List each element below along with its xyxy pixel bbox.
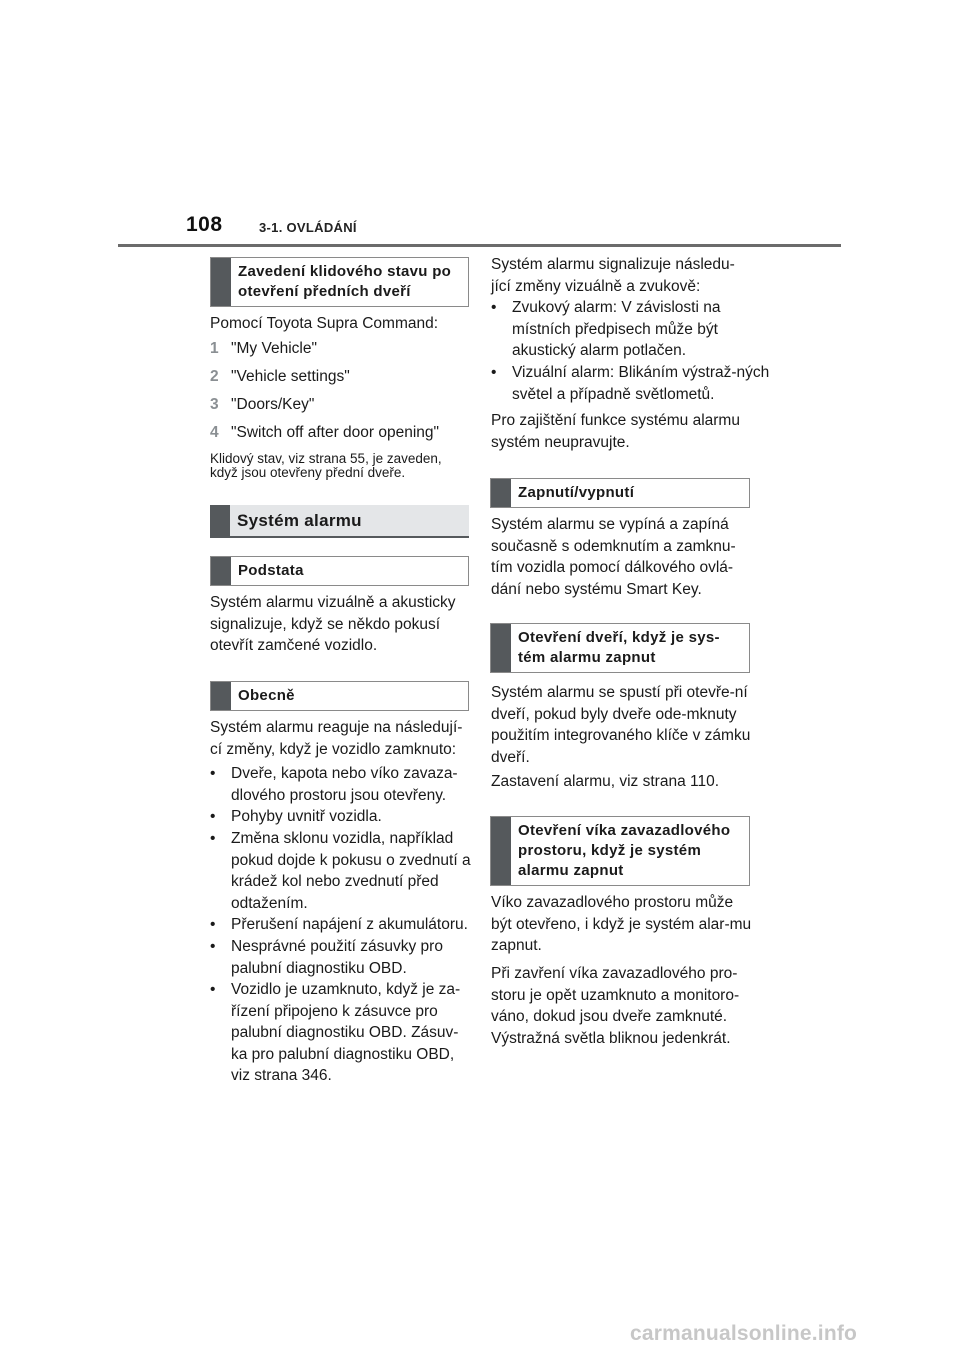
heading-bar	[211, 557, 231, 585]
step-number: 2	[210, 368, 219, 385]
obecne-text: Systém alarmu reaguje na následují-cí změny, když je vozidlo zamknuto:	[210, 719, 463, 758]
p2-text: Systém alarmu se vypíná a zapíná současně s odemknutím a zamknu-tím vozidla pomocí dálkového ovlá-dání nebo systému Smart Key.	[491, 516, 736, 598]
step-text: "Vehicle settings"	[231, 368, 350, 385]
p1-text: Pro zajištění funkce systému alarmu systém neupravujte.	[491, 412, 740, 451]
heading-box-zapnuti	[490, 478, 750, 508]
heading-bar	[210, 505, 230, 536]
bullet-item: • Pohyby uvnitř vozidla.	[210, 808, 382, 825]
step-text: "Switch off after door opening"	[231, 424, 440, 441]
step-4	[210, 422, 439, 443]
p6-text: Při zavření víka zavazadlového pro-storu je opět uzamknuto a monitoro-váno, dokud jsou dveře zamknuté. Výstražná světla bliknou jedenkrát.	[491, 965, 740, 1047]
intro-text: Pomocí Toyota Supra Command:	[210, 315, 439, 332]
step-3	[210, 394, 314, 415]
bullet-item: • Přerušení napájení z akumulátoru.	[210, 916, 468, 933]
bullet-item: • Nesprávné použití zásuvky pro palubní diagnostiku OBD.	[210, 938, 443, 977]
heading-bar	[211, 258, 231, 306]
bullet-text: Dveře, kapota nebo víko zavaza-dlového prostoru jsou otevřeny.	[231, 765, 458, 804]
heading-bar	[211, 682, 231, 710]
step-1	[210, 338, 317, 359]
step-2	[210, 366, 350, 387]
step-number: 1	[210, 340, 219, 357]
header-rule	[118, 244, 841, 247]
watermark: carmanualsonline.info	[630, 1322, 858, 1345]
heading-bar	[491, 479, 511, 507]
bullet-item: • Vozidlo je uzamknuto, když je za-řízení připojeno k zásuvce pro palubní diagnostiku OBD. Zásuv-ka pro palubní diagnostiku OBD, viz strana 346.	[210, 981, 461, 1084]
chapter-title: 3-1. OVLÁDÁNÍ	[259, 220, 357, 235]
bullet-item: • Změna sklonu vozidla, například pokud dojde k pokusu o zvednutí a krádež kol nebo zvednutí před odtažením.	[210, 830, 471, 912]
p5-text: Víko zavazadlového prostoru může být otevřeno, i když je systém alar-mu zapnut.	[491, 894, 752, 954]
bullet-text: Nesprávné použití zásuvky pro palubní diagnostiku OBD.	[231, 938, 443, 977]
page-number: 108	[186, 213, 223, 236]
step-text: "Doors/Key"	[231, 396, 315, 413]
bullet-item: • Dveře, kapota nebo víko zavaza-dlového prostoru jsou otevřeny.	[210, 765, 458, 804]
bullet-text: Vozidlo je uzamknuto, když je za-řízení připojeno k zásuvce pro palubní diagnostiku OBD. Zásuv-ka pro palubní diagnostiku OBD, viz strana 346.	[231, 981, 461, 1084]
p3-text: Systém alarmu se spustí při otevře-ní dveří, pokud byly dveře ode-mknuty použitím integrovaného klíče v zámku dveří.	[491, 684, 751, 766]
bullet-text: Pohyby uvnitř vozidla.	[231, 808, 382, 825]
heading-box-otevreni-vika	[490, 816, 750, 886]
heading-text: Otevření víka zavazadlového prostoru, když je systém alarmu zapnut	[518, 822, 731, 879]
p4-text: Zastavení alarmu, viz strana 110.	[491, 773, 720, 790]
heading-text: Podstata	[238, 562, 304, 579]
heading-text: Zapnutí/vypnutí	[518, 484, 635, 501]
step-text: "My Vehicle"	[231, 340, 317, 357]
step-number: 3	[210, 396, 219, 413]
heading-bar	[491, 624, 511, 672]
bullet-text: Vizuální alarm: Blikáním výstraž-ných světel a případně světlometů.	[512, 364, 770, 403]
podstata-text: Systém alarmu vizuálně a akusticky signalizuje, když se někdo pokusí otevřít zamčené vozidlo.	[210, 594, 456, 654]
bullet-text: Změna sklonu vozidla, například pokud dojde k pokusu o zvednutí a krádež kol nebo zvednutí před odtažením.	[231, 830, 471, 912]
bullet-item: • Zvukový alarm: V závislosti na místních předpisech může být akustický alarm potlačen.	[491, 299, 721, 359]
heading-box-obecne	[210, 681, 469, 711]
heading-text: Systém alarmu	[237, 510, 362, 530]
heading-box-klidovy-stav	[210, 257, 469, 307]
bullet-text: Přerušení napájení z akumulátoru.	[231, 916, 468, 933]
heading-text: Obecně	[238, 687, 295, 704]
heading-text: Zavedení klidového stavu po otevření předních dveří	[238, 263, 452, 300]
section-heading-system-alarmu	[210, 505, 469, 538]
bullet-item: • Vizuální alarm: Blikáním výstraž-ných světel a případně světlometů.	[491, 364, 770, 403]
heading-box-otevreni-dveri	[490, 623, 750, 673]
heading-text: Otevření dveří, když je sys-tém alarmu zapnut	[518, 629, 720, 666]
right-intro-text: Systém alarmu signalizuje následu-jící změny vizuálně a zvukově:	[491, 256, 735, 295]
note-text: Klidový stav, viz strana 55, je zaveden, když jsou otevřeny přední dveře.	[210, 451, 442, 480]
bullet-text: Zvukový alarm: V závislosti na místních předpisech může být akustický alarm potlačen.	[512, 299, 721, 359]
heading-bar	[491, 817, 511, 885]
step-number: 4	[210, 424, 219, 441]
heading-box-podstata	[210, 556, 469, 586]
